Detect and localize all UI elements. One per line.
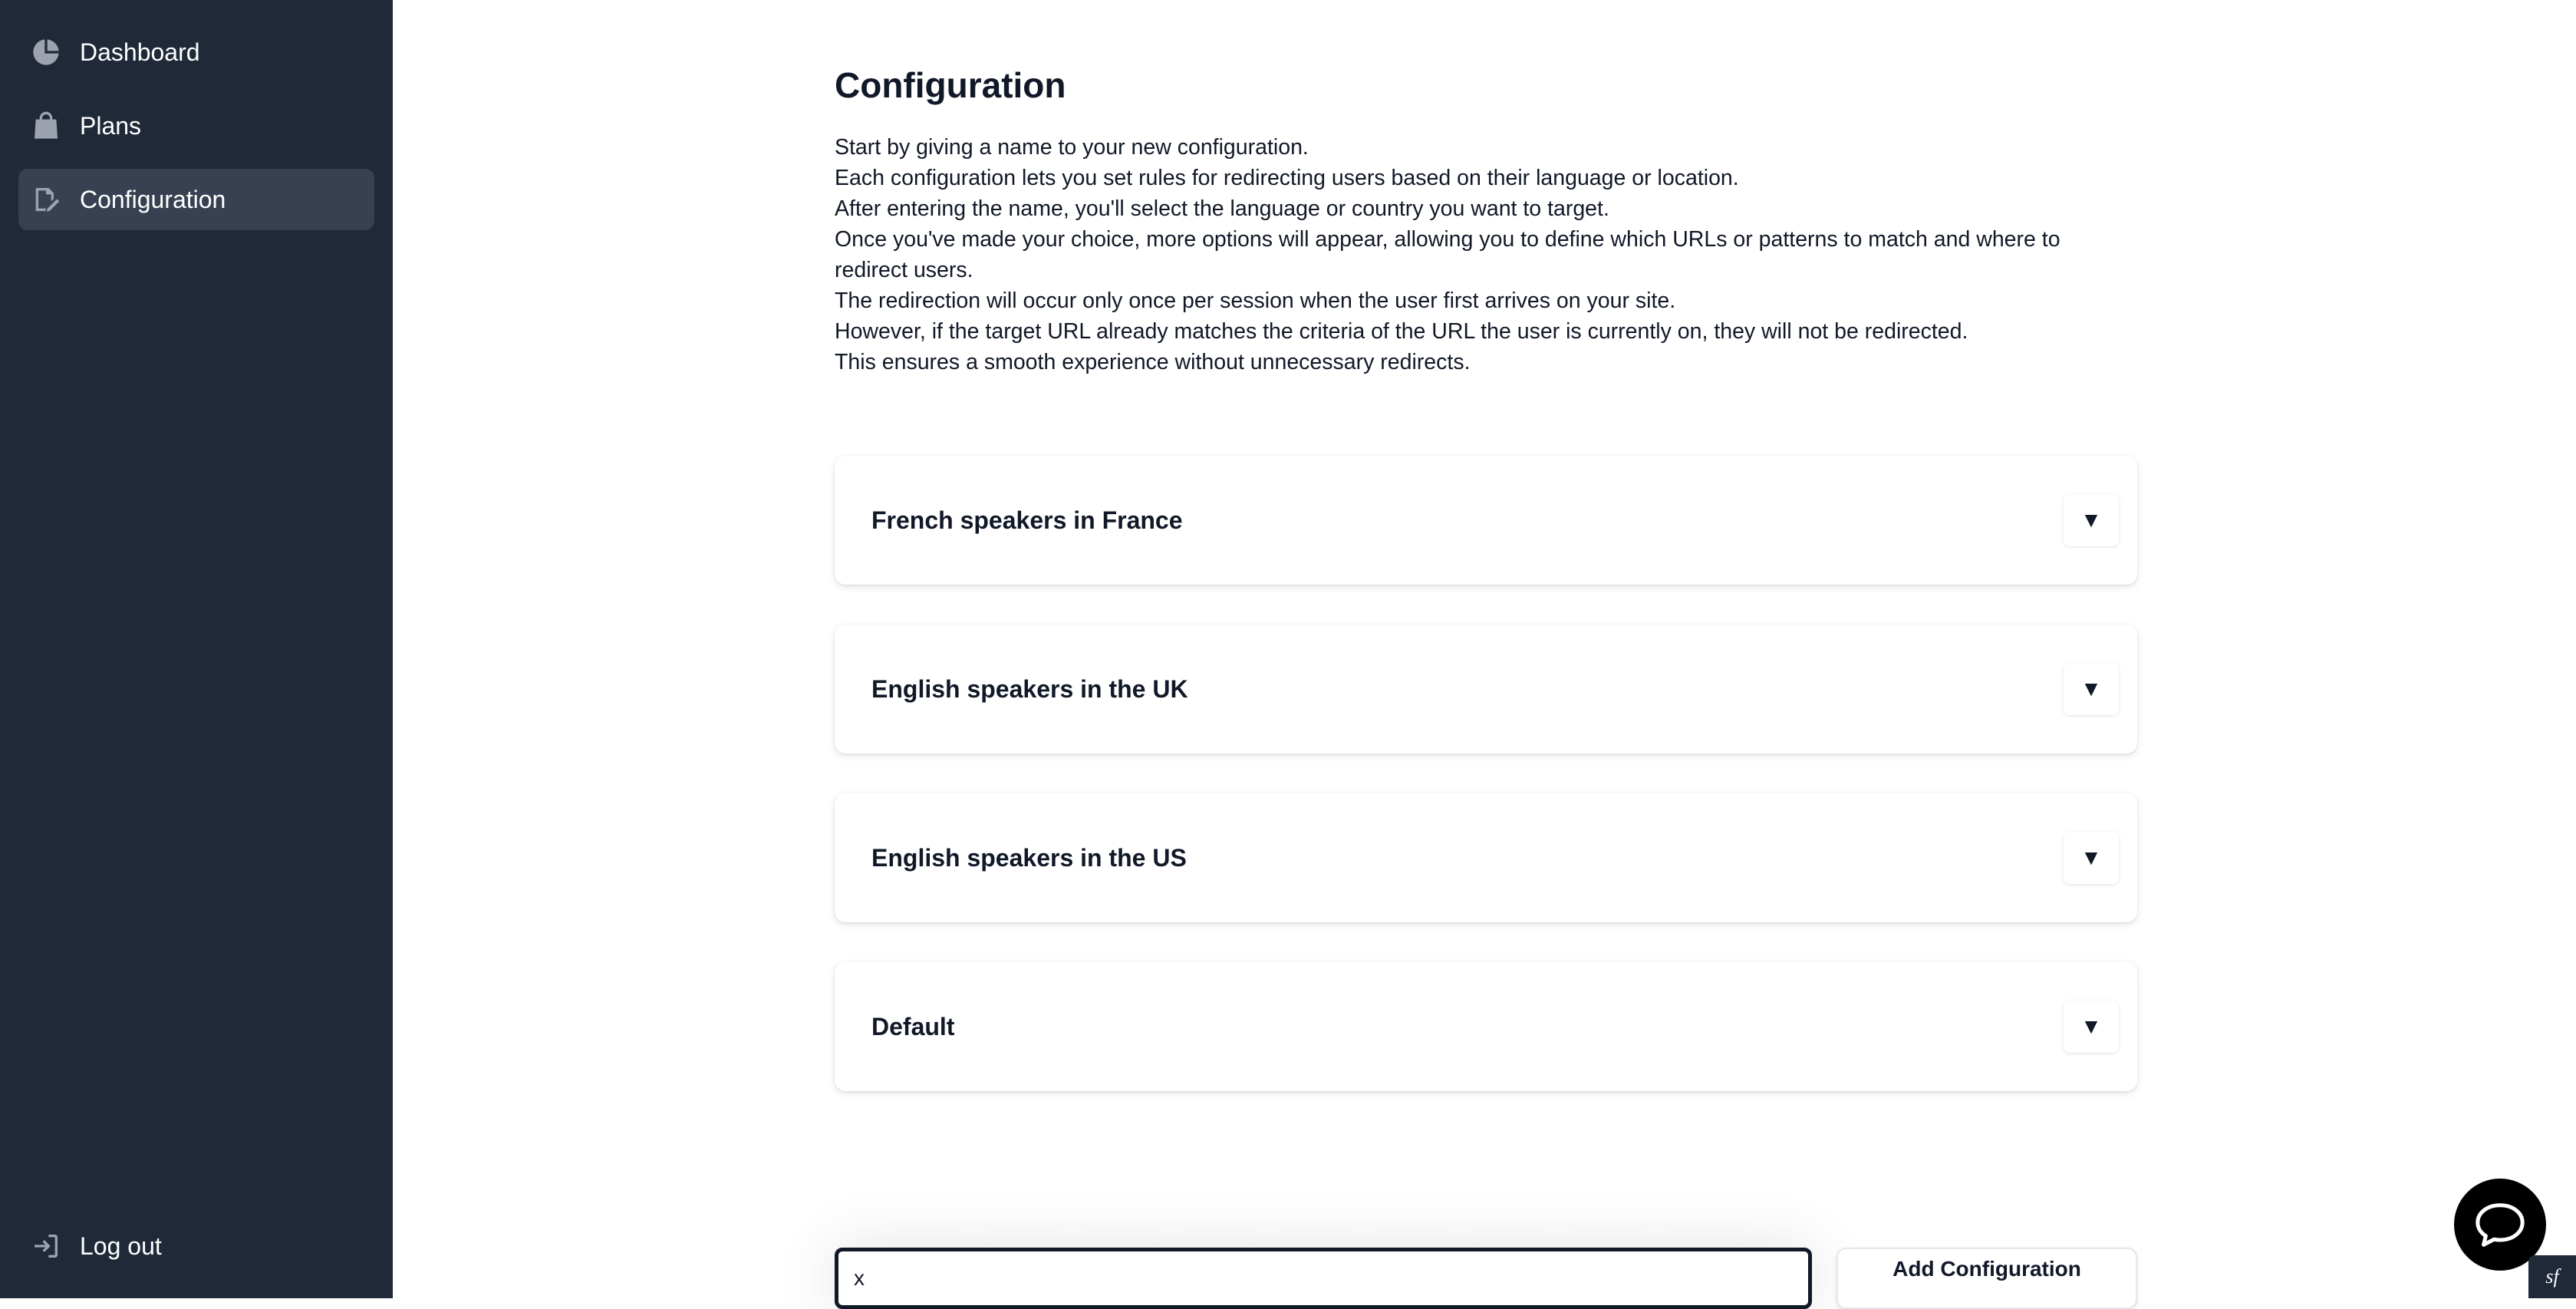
edit-document-icon [29,183,63,216]
configuration-name-input[interactable] [835,1248,1812,1309]
logout-button[interactable] [18,1215,374,1277]
logout-label: Log out [80,1232,162,1261]
sidebar-item-plans[interactable] [18,95,374,157]
sidebar-item-label: Dashboard [80,38,200,67]
configuration-item[interactable] [835,962,2137,1091]
chat-bubble-icon [2473,1200,2527,1249]
symfony-debug-toolbar-icon[interactable]: sf [2528,1255,2576,1298]
configuration-name: English speakers in the US [871,793,1187,922]
intro-line: Each configuration lets you set rules for redirecting users based on their language or location. [835,163,2137,193]
sidebar-item-configuration[interactable] [18,169,374,230]
configuration-item[interactable] [835,625,2137,753]
intro-line: The redirection will occur only once per session when the user first arrives on your site. [835,285,2137,316]
intro-text [835,132,2137,378]
log-in-arrow-icon [29,1229,63,1263]
add-configuration-form [835,1248,2137,1309]
main-content [393,0,2576,1298]
configuration-item[interactable] [835,793,2137,922]
intro-line: Start by giving a name to your new configuration. [835,132,2137,163]
shopping-bag-icon [29,109,63,143]
intro-line: This ensures a smooth experience without unnecessary redirects. [835,347,2137,378]
sidebar [0,0,393,1298]
configuration-item[interactable] [835,456,2137,585]
sidebar-item-dashboard[interactable] [18,21,374,83]
configuration-name: English speakers in the UK [871,625,1188,753]
add-configuration-button[interactable]: Add Configuration [1836,1248,2137,1309]
configuration-name: French speakers in France [871,456,1183,585]
configuration-name: Default [871,962,954,1091]
pie-chart-icon [29,35,63,69]
expand-toggle-button[interactable]: ▼ [2064,494,2119,546]
expand-toggle-button[interactable]: ▼ [2064,1001,2119,1053]
page-title: Configuration [835,64,1066,106]
sidebar-item-label: Configuration [80,186,226,214]
sidebar-item-label: Plans [80,112,141,140]
intro-line: Once you've made your choice, more options will appear, allowing you to define which URLs or patterns to match and where to redirect users. [835,224,2137,285]
expand-toggle-button[interactable]: ▼ [2064,832,2119,884]
expand-toggle-button[interactable]: ▼ [2064,663,2119,715]
intro-line: After entering the name, you'll select the language or country you want to target. [835,193,2137,224]
intro-line: However, if the target URL already matches the criteria of the URL the user is currently on, they will not be redirected. [835,316,2137,347]
